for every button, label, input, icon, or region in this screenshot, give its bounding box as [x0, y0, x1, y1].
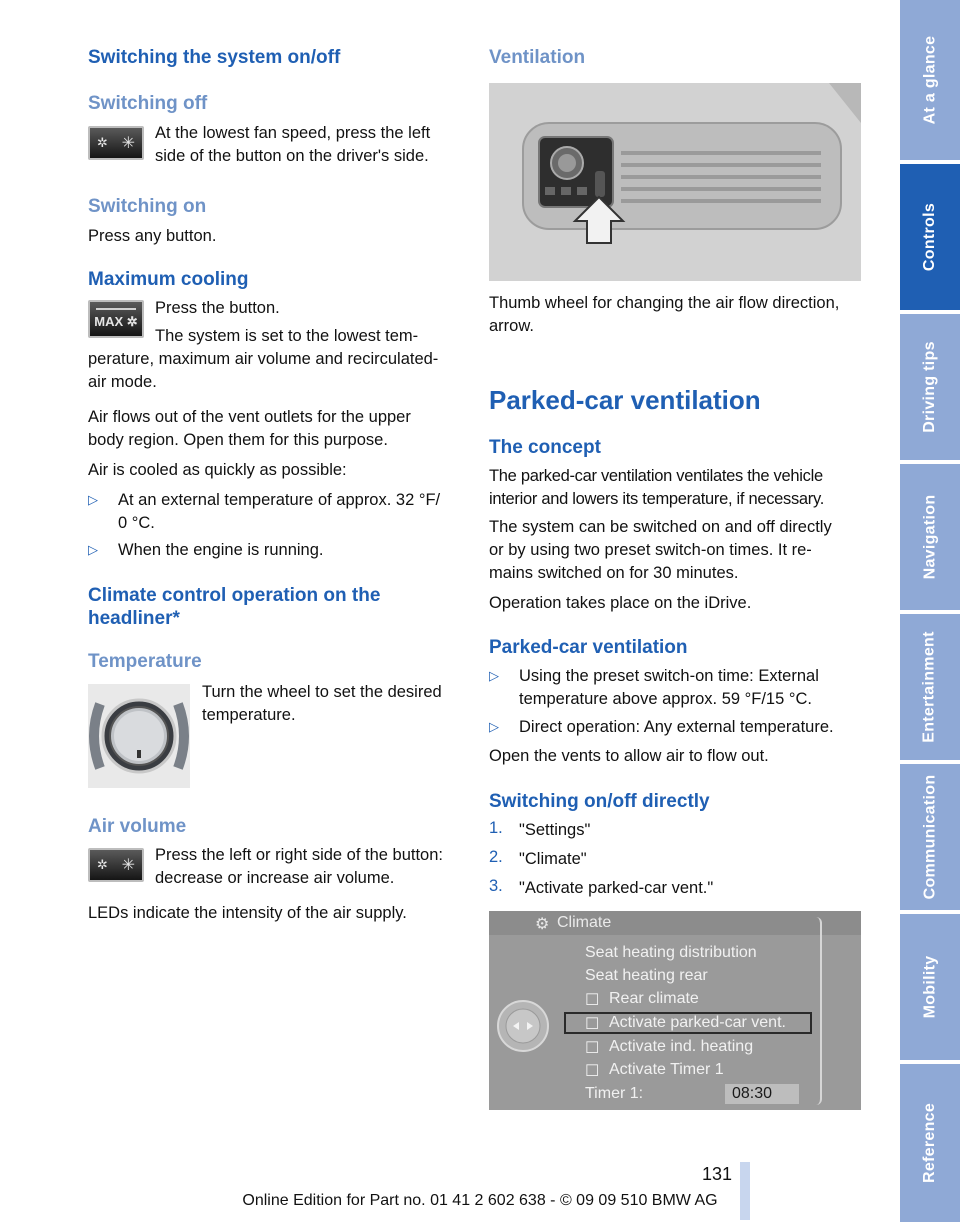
tab-label: Mobility — [921, 955, 938, 1019]
tab-label: Entertainment — [921, 631, 939, 743]
step-number: 1. — [489, 819, 503, 837]
bullet-1-text-b: 0 °C. — [118, 514, 155, 532]
thumb-wheel-text-1: Thumb wheel for changing the air flow direction, — [489, 294, 840, 312]
step-number: 3. — [489, 877, 503, 895]
tab-label: At a glance — [921, 35, 939, 125]
menu-item[interactable]: Activate Timer 1 — [609, 1061, 724, 1078]
fan-icon: ✲ — [126, 314, 138, 329]
bullet-triangle-icon: ▷ — [88, 492, 98, 507]
max-text-4: air mode. — [88, 373, 157, 391]
timer-label: Timer 1: — [585, 1085, 644, 1102]
footer-text: Online Edition for Part no. 01 41 2 602 638 - © 09 09 510 BMW AG — [242, 1192, 718, 1209]
switch-text-2: or by using two preset switch-on times. It re- — [489, 541, 812, 559]
page-number: 131 — [701, 1164, 732, 1184]
headliner-heading-1: Climate control operation on the — [88, 585, 381, 606]
switching-on-text: Press any button. — [88, 227, 217, 245]
concept-heading: The concept — [489, 437, 601, 458]
ventilation-photo — [489, 83, 861, 281]
section-heading: Switching the system on/off — [88, 47, 341, 68]
controller-knob-icon — [493, 999, 553, 1053]
timer-value: 08:30 — [732, 1085, 773, 1102]
menu-item[interactable]: Activate ind. heating — [609, 1038, 754, 1055]
headliner-heading-2: headliner* — [88, 608, 180, 629]
menu-item[interactable]: Seat heating rear — [585, 967, 708, 984]
max-text-2: The system is set to the lowest tem- — [155, 327, 419, 345]
tab-controls[interactable] — [900, 164, 960, 310]
menu-item-selected[interactable]: Activate parked-car vent. — [609, 1014, 786, 1031]
step-number: 2. — [489, 848, 503, 866]
cooling-text: Air is cooled as quickly as possible: — [88, 461, 347, 479]
fan-small-icon: ✲ — [96, 857, 108, 872]
air-volume-button-image — [88, 848, 144, 882]
max-button-image — [88, 300, 144, 338]
bullet-triangle-icon: ▷ — [489, 668, 499, 683]
tab-label: Driving tips — [921, 341, 939, 433]
thumb-wheel-text-2: arrow. — [489, 317, 534, 335]
switching-off-text-1: At the lowest fan speed, press the left — [155, 124, 431, 142]
pcv-bullet-2: Direct operation: Any external temperature. — [519, 718, 834, 736]
parked-car-subheading: Parked-car ventilation — [489, 637, 688, 658]
idrive-screen — [489, 911, 861, 1110]
direct-heading: Switching on/off directly — [489, 791, 710, 812]
bullet-triangle-icon: ▷ — [88, 542, 98, 557]
menu-item[interactable]: Seat heating distribution — [585, 944, 757, 961]
vent-outlets-text-1: Air flows out of the vent outlets for the upper — [88, 408, 411, 426]
checkbox-icon[interactable]: ☐ — [585, 1016, 600, 1033]
pcv-bullet-1a: Using the preset switch-on time: External — [519, 667, 819, 685]
tab-mobility[interactable] — [900, 914, 960, 1060]
scroll-arc — [816, 917, 822, 1105]
checkbox-icon[interactable]: ☐ — [585, 1063, 600, 1080]
bullet-1-text-a: At an external temperature of approx. 32 °F/ — [118, 491, 441, 509]
step-1: "Settings" — [519, 821, 591, 839]
tab-navigation[interactable] — [900, 464, 960, 610]
gear-icon: ⚙ — [535, 916, 550, 933]
tab-communication[interactable] — [900, 764, 960, 910]
maximum-cooling-heading: Maximum cooling — [88, 269, 249, 290]
switching-off-heading: Switching off — [88, 93, 208, 114]
tab-label: Reference — [921, 1102, 939, 1184]
page-marker-bar — [740, 1162, 750, 1220]
max-button-led — [96, 308, 136, 310]
bullet-2-text: When the engine is running. — [118, 541, 324, 559]
step-2: "Climate" — [519, 850, 587, 868]
fan-button-image — [88, 126, 144, 160]
tab-driving-tips[interactable] — [900, 314, 960, 460]
tab-label: Navigation — [921, 494, 939, 580]
temperature-wheel-image — [88, 684, 190, 788]
air-volume-heading: Air volume — [88, 816, 187, 837]
fan-large-icon: ✳ — [121, 135, 136, 152]
tab-label: Controls — [921, 202, 938, 272]
parked-car-heading: Parked-car ventilation — [489, 385, 761, 415]
vents-text: Open the vents to allow air to flow out. — [489, 747, 769, 765]
switch-text-1: The system can be switched on and off directly — [489, 518, 832, 536]
menu-item[interactable]: Rear climate — [609, 990, 699, 1007]
ventilation-heading: Ventilation — [489, 47, 586, 68]
tab-entertainment[interactable] — [900, 614, 960, 760]
idrive-text: Operation takes place on the iDrive. — [489, 594, 752, 612]
vent-illustration — [489, 83, 861, 281]
fan-small-icon: ✲ — [96, 135, 108, 150]
pcv-bullet-1b: temperature above approx. 59 °F/15 °C. — [519, 690, 812, 708]
air-volume-text-1: Press the left or right side of the button: — [155, 846, 443, 864]
screen-header: Climate — [557, 914, 612, 931]
temperature-heading: Temperature — [88, 651, 202, 672]
tab-label: Communication — [921, 774, 939, 900]
max-text-3: perature, maximum air volume and recirculated- — [88, 350, 439, 368]
tab-at-a-glance[interactable] — [900, 0, 960, 160]
air-volume-text-2: decrease or increase air volume. — [155, 869, 395, 887]
switch-text-3: mains switched on for 30 minutes. — [489, 564, 739, 582]
concept-text-1: The parked-car ventilation ventilates the vehicle — [489, 467, 823, 485]
switching-on-heading: Switching on — [88, 196, 207, 217]
step-3: "Activate parked-car vent." — [519, 879, 714, 897]
fan-large-icon: ✳ — [121, 857, 136, 874]
concept-text-2: interior and lowers its temperature, if necessary. — [489, 490, 825, 508]
max-text-1: Press the button. — [155, 299, 280, 317]
chapter-sidebar — [900, 0, 960, 1222]
led-text: LEDs indicate the intensity of the air supply. — [88, 904, 407, 922]
switching-off-text-2: side of the button on the driver's side. — [155, 147, 429, 165]
checkbox-icon[interactable]: ☐ — [585, 992, 600, 1009]
temperature-text-1: Turn the wheel to set the desired — [202, 683, 442, 701]
checkbox-icon[interactable]: ☐ — [585, 1040, 600, 1057]
temperature-text-2: temperature. — [202, 706, 296, 724]
temperature-wheel-icon — [88, 684, 190, 788]
max-label: MAX — [94, 314, 124, 329]
bullet-triangle-icon: ▷ — [489, 719, 499, 734]
vent-outlets-text-2: body region. Open them for this purpose. — [88, 431, 388, 449]
